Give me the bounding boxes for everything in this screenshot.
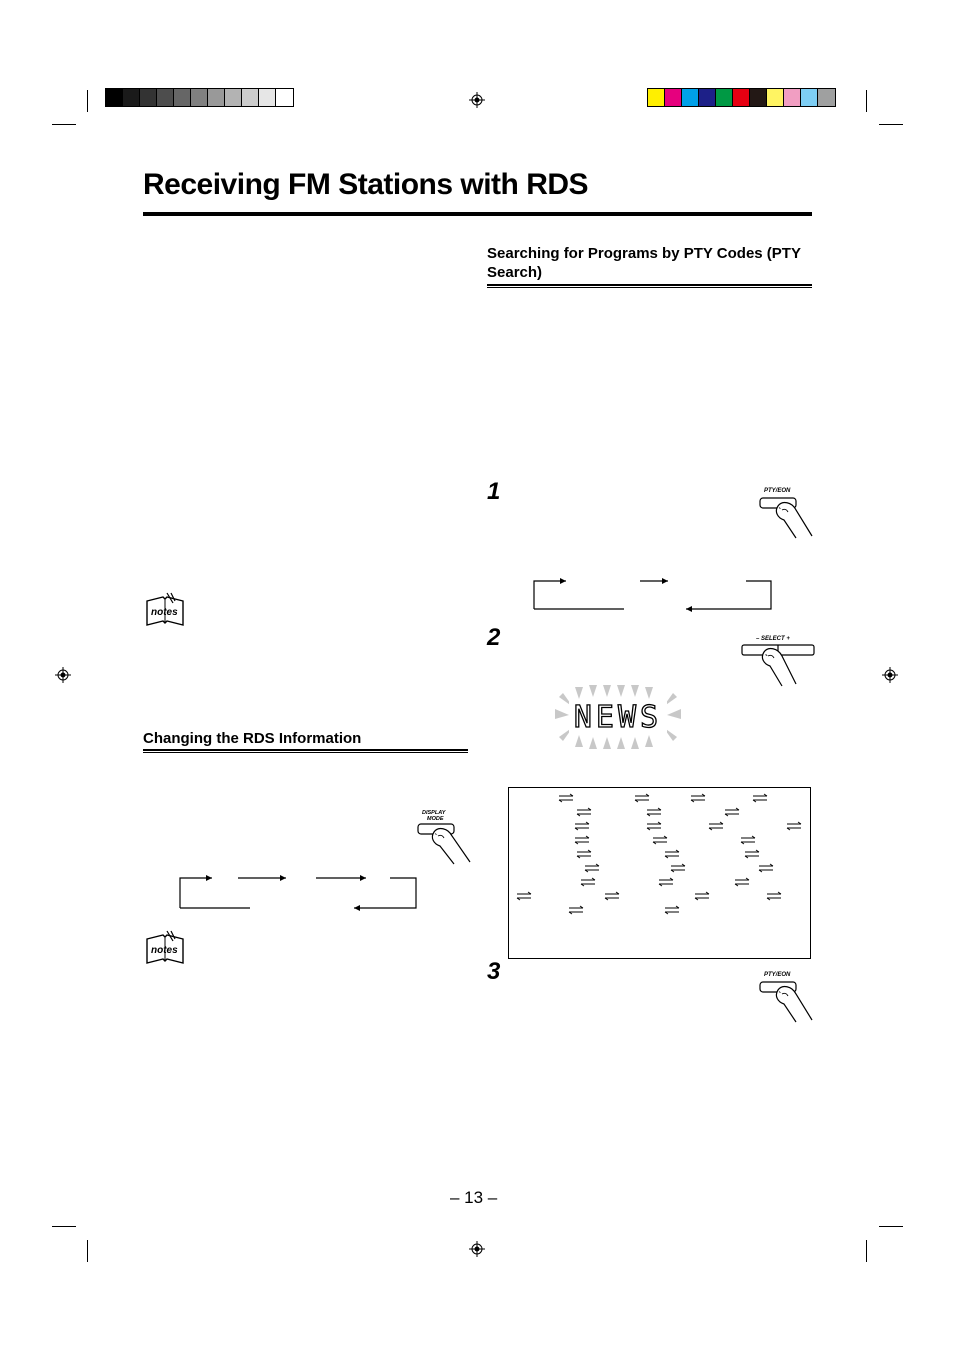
step-number: 3 [487,958,501,985]
gray-swatch [276,89,293,106]
notes-icon [143,929,187,967]
pty-cycle-diagram [532,575,776,613]
crop-mark [879,124,903,125]
bidirectional-arrow-icon [577,850,591,858]
bidirectional-arrow-icon [735,878,749,886]
svg-text:notes: notes [151,945,178,956]
pty-search-heading [487,244,807,282]
bidirectional-arrow-icon [569,906,583,914]
svg-text:notes: notes [151,607,178,618]
color-swatch [733,89,750,106]
display-mode-button[interactable] [408,806,474,866]
bidirectional-arrow-icon [725,808,739,816]
select-label: – SELECT + [756,636,790,642]
bidirectional-arrow-icon [709,822,723,830]
bidirectional-arrow-icon [753,794,767,802]
pty-code-table [508,787,811,959]
registration-target-icon [882,667,898,683]
bidirectional-arrow-icon [767,892,781,900]
bidirectional-arrow-icon [745,850,759,858]
pty-heading-line1: Searching for Programs by PTY Codes (PTY [487,245,801,262]
crop-mark [866,90,867,112]
bidirectional-arrow-icon [559,794,573,802]
bidirectional-arrow-icon [605,892,619,900]
select-button[interactable] [740,632,816,688]
section-rule [143,749,468,753]
color-swatch [665,89,682,106]
gray-swatch [242,89,259,106]
news-display [553,683,683,751]
gray-swatch [157,89,174,106]
crop-mark [866,1240,867,1262]
crop-mark [87,1240,88,1262]
bidirectional-arrow-icon [653,836,667,844]
gray-swatch [208,89,225,106]
display-label-line1: DISPLAY [422,810,446,816]
color-swatch [682,89,699,106]
bidirectional-arrow-icon [695,892,709,900]
display-mode-cycle-diagram [178,870,420,912]
registration-target-icon [55,667,71,683]
bidirectional-arrow-icon [691,794,705,802]
display-label-line2: MODE [427,816,444,822]
title-rule [143,212,812,216]
gray-swatch [225,89,242,106]
page-title: Receiving FM Stations with RDS [143,168,589,201]
bidirectional-arrow-icon [665,850,679,858]
color-swatch [801,89,818,106]
pty-table-arrows [509,788,810,958]
color-swatch [716,89,733,106]
bidirectional-arrow-icon [671,864,685,872]
pty-heading-line2: Search) [487,264,543,281]
bidirectional-arrow-icon [585,864,599,872]
bidirectional-arrow-icon [741,836,755,844]
pty-eon-button[interactable] [752,484,816,540]
bidirectional-arrow-icon [581,878,595,886]
bidirectional-arrow-icon [665,906,679,914]
gray-swatch [140,89,157,106]
pty-eon-label: PTY/EON [764,488,791,494]
bidirectional-arrow-icon [659,878,673,886]
color-swatch [648,89,665,106]
gray-swatch [191,89,208,106]
gray-swatch [106,89,123,106]
bidirectional-arrow-icon [647,822,661,830]
changing-rds-heading: Changing the RDS Information [143,730,362,747]
bidirectional-arrow-icon [787,822,801,830]
news-display-text: NEWS [573,700,663,735]
gray-swatch [174,89,191,106]
bidirectional-arrow-icon [517,892,531,900]
crop-mark [52,124,76,125]
bidirectional-arrow-icon [575,836,589,844]
pty-eon-button[interactable] [752,968,816,1024]
step-number: 2 [487,624,501,651]
color-swatch [750,89,767,106]
registration-target-icon [469,1241,485,1257]
color-registration-bar [647,88,836,107]
color-swatch [767,89,784,106]
section-rule [487,284,812,288]
crop-mark [52,1226,76,1227]
bidirectional-arrow-icon [759,864,773,872]
step-number: 1 [487,478,501,505]
bidirectional-arrow-icon [577,808,591,816]
crop-mark [87,90,88,112]
color-swatch [818,89,835,106]
gray-swatch [259,89,276,106]
color-swatch [699,89,716,106]
registration-target-icon [469,92,485,108]
crop-mark [879,1226,903,1227]
pty-eon-label: PTY/EON [764,972,791,978]
grayscale-registration-bar [105,88,294,107]
notes-icon [143,591,187,629]
bidirectional-arrow-icon [575,822,589,830]
bidirectional-arrow-icon [647,808,661,816]
color-swatch [784,89,801,106]
page-number: – 13 – [450,1188,498,1207]
bidirectional-arrow-icon [635,794,649,802]
gray-swatch [123,89,140,106]
